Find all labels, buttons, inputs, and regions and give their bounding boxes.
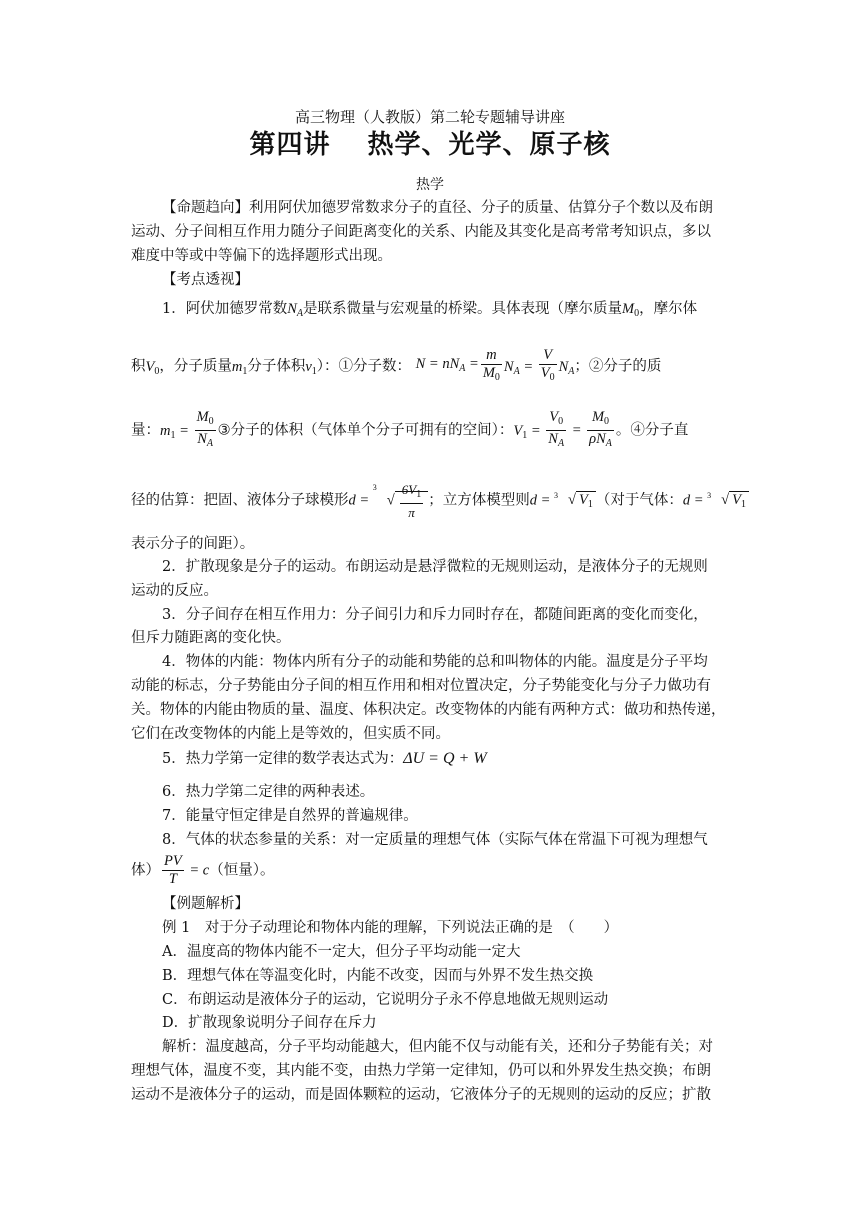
intro-line-3: 难度中等或中等偏下的选择题形式出现。 xyxy=(131,248,392,264)
cube-root-gas: 3 √ $V_1$ xyxy=(707,489,749,516)
lecture-subtitle: 高三物理（人教版）第二轮专题辅导讲座 xyxy=(294,108,565,126)
example-heading: 【例题解析】 xyxy=(162,896,249,912)
item-1-line-d: 径的估算：把固、液体分子球模形d = 3 √ $\frac{6V_1}{\pi}$ ；立方体模型则d = 3 √ $V_1$ （对于气体：d = 3 √ $V_1$ xyxy=(131,481,749,521)
intro-line-2: 运动、分子间相互作用力随分子间距离变化的关系、内能及其变化是高考常考知识点，多以 xyxy=(131,224,711,240)
intro-line-1: 【命题趋向】利用阿伏加德罗常数求分子的直径、分子的质量、估算分子个数以及布朗 xyxy=(162,200,713,216)
analysis-line-1: 解析：温度越高，分子平均动能越大，但内能不仅与动能有关，还和分子势能有关；对 xyxy=(162,1039,713,1055)
item-5: 5．热力学第一定律的数学表达式为：ΔU = Q + W xyxy=(162,750,487,767)
cube-root-cube: 3 √ $V_1$ xyxy=(554,489,596,516)
option-c: C．布朗运动是液体分子的运动，它说明分子永不停息地做无规则运动 xyxy=(162,992,609,1008)
item-8-line-b: 体） $\frac{PV}{T}$ = c（恒量）。 xyxy=(131,853,275,887)
option-a: A．温度高的物体内能不一定大，但分子平均动能一定大 xyxy=(162,944,521,960)
fraction-V0-over-NA: $\frac{V_0}{N_A}$ xyxy=(548,409,565,449)
item-2-line-a: 2．扩散现象是分子的运动。布朗运动是悬浮微粒的无规则运动，是液体分子的无规则 xyxy=(162,559,708,575)
item-2-line-b: 运动的反应。 xyxy=(131,583,218,599)
item-1-line-e: 表示分子的间距）。 xyxy=(131,536,255,552)
item-1-line-a: 1．阿伏加德罗常数$N_A$是联系微量与宏观量的桥梁。具体表现（摩尔质量$M_0$，摩尔体 xyxy=(162,301,698,319)
fraction-m-over-M0: $\frac{m}{M_0}$ xyxy=(482,347,500,383)
analysis-line-2: 理想气体，温度不变，其内能不变，由热力学第一定律知，仍可以和外界发生热交换；布朗 xyxy=(131,1063,711,1079)
analysis-line-3: 运动不是液体分子的运动，而是固体颗粒的运动，它液体分子的无规则的运动的反应；扩散 xyxy=(131,1087,711,1103)
cube-root-sphere: 3 √ $\frac{6V_1}{\pi}$ xyxy=(373,481,428,521)
item-4-line-b: 动能的标志，分子势能由分子间的相互作用和相对位置决定，分子势能变化与分子力做功有 xyxy=(131,678,711,694)
item-4-line-d: 它们在改变物体的内能上是等效的，但实质不同。 xyxy=(131,726,450,742)
first-law-equation: ΔU = Q + W xyxy=(403,750,487,767)
item-4-line-a: 4．物体的内能：物体内所有分子的动能和势能的总和叫物体的内能。温度是分子平均 xyxy=(162,654,708,670)
option-b: B．理想气体在等温变化时，内能不改变，因而与外界不发生热交换 xyxy=(162,968,594,984)
lecture-title: 第四讲 热学、光学、原子核 xyxy=(249,130,611,160)
item-1-line-c: 量：$m_1$ = $\frac{M_0}{N_A}$ ③分子的体积（气体单个分子可拥有的空间）：$V_1$ = $\frac{V_0}{N_A}$ = $\frac{M_0}{\rho N_A}$ 。④分子直 xyxy=(131,409,688,452)
kaodian-heading: 【考点透视】 xyxy=(162,272,249,288)
section-heading: 热学 xyxy=(416,177,444,193)
item-6: 6．热力学第二定律的两种表述。 xyxy=(162,784,375,800)
item-3-line-b: 但斥力随距离的变化快。 xyxy=(131,630,291,646)
item-3-line-a: 3．分子间存在相互作用力：分子间引力和斥力同时存在，都随间距离的变化而变化， xyxy=(162,607,708,623)
item-7: 7．能量守恒定律是自然界的普遍规律。 xyxy=(162,808,418,824)
example-1-question: 例 1 对于分子动理论和物体内能的理解，下列说法正确的是 （ ） xyxy=(162,920,619,936)
fraction-PV-over-T: $\frac{PV}{T}$ xyxy=(164,853,182,887)
fraction-M0-over-NA: $\frac{M_0}{N_A}$ xyxy=(196,409,214,449)
item-4-line-c: 关。物体的内能由物质的量、温度、体积决定。改变物体的内能有两种方式：做功和热传递， xyxy=(131,702,726,718)
fraction-V-over-V0: $\frac{V}{V_0}$ xyxy=(540,347,555,383)
option-d: D．扩散现象说明分子间存在斥力 xyxy=(162,1015,377,1031)
item-1-line-b: 积$V_0$，分子质量$m_1$分子体积$v_1$）：①分子数： $N = nN_A$ = $\frac{m}{M_0}$ $N_A$ = $\frac{V}{V_0}$ $N_A$；②分子的质 xyxy=(131,347,661,386)
fraction-M0-over-rhoNA: $\frac{M_0}{\rho N_A}$ xyxy=(589,409,612,449)
item-8-line-a: 8．气体的状态参量的关系：对一定质量的理想气体（实际气体在常温下可视为理想气 xyxy=(162,832,708,848)
